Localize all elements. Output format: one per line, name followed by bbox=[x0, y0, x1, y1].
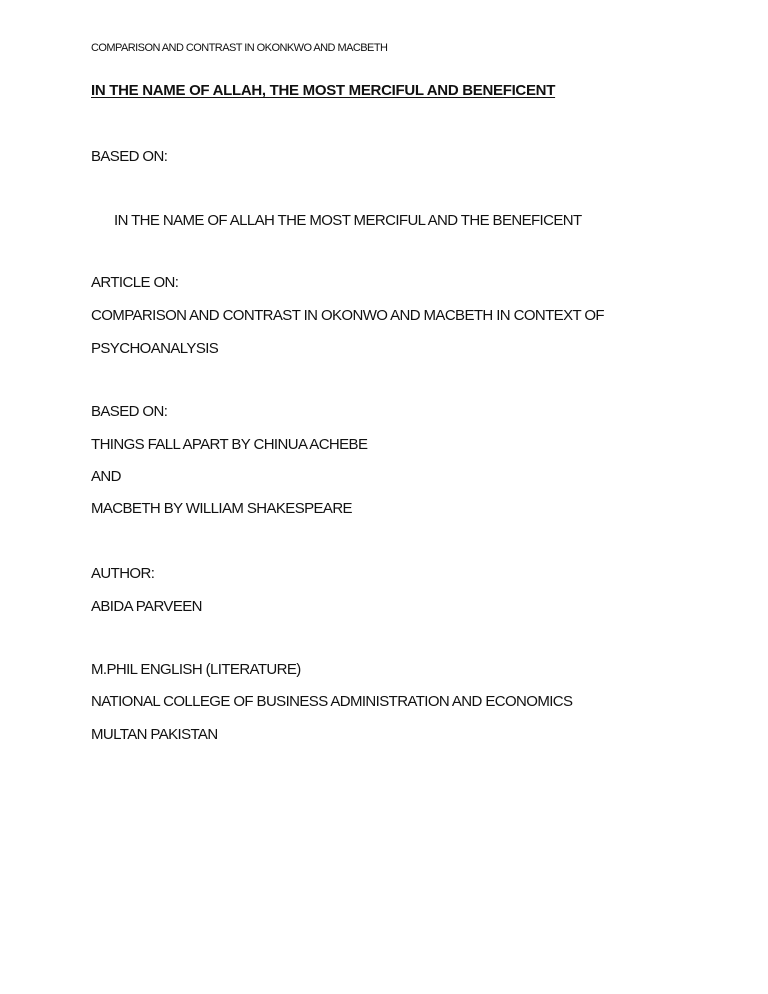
source-work-1: THINGS FALL APART BY CHINUA ACHEBE bbox=[91, 436, 368, 453]
article-title-line-1: COMPARISON AND CONTRAST IN OKONWO AND MACBETH IN CONTEXT OF bbox=[91, 307, 604, 324]
author-institution: NATIONAL COLLEGE OF BUSINESS ADMINISTRATION AND ECONOMICS bbox=[91, 693, 573, 710]
author-degree: M.PHIL ENGLISH (LITERATURE) bbox=[91, 661, 301, 678]
author-name: ABIDA PARVEEN bbox=[91, 598, 202, 615]
article-title-line-2: PSYCHOANALYSIS bbox=[91, 340, 219, 357]
article-label: ARTICLE ON: bbox=[91, 274, 179, 291]
author-label: AUTHOR: bbox=[91, 565, 155, 582]
author-location: MULTAN PAKISTAN bbox=[91, 726, 218, 743]
based-on-label-2: BASED ON: bbox=[91, 403, 168, 420]
based-on-label-1: BASED ON: bbox=[91, 148, 168, 165]
running-header: COMPARISON AND CONTRAST IN OKONKWO AND MACBETH bbox=[91, 42, 388, 54]
bismillah-text: IN THE NAME OF ALLAH THE MOST MERCIFUL AND THE BENEFICENT bbox=[114, 212, 582, 229]
dedication-heading: IN THE NAME OF ALLAH, THE MOST MERCIFUL AND BENEFICENT bbox=[91, 82, 556, 99]
source-conjunction: AND bbox=[91, 468, 121, 485]
source-work-2: MACBETH BY WILLIAM SHAKESPEARE bbox=[91, 500, 352, 517]
